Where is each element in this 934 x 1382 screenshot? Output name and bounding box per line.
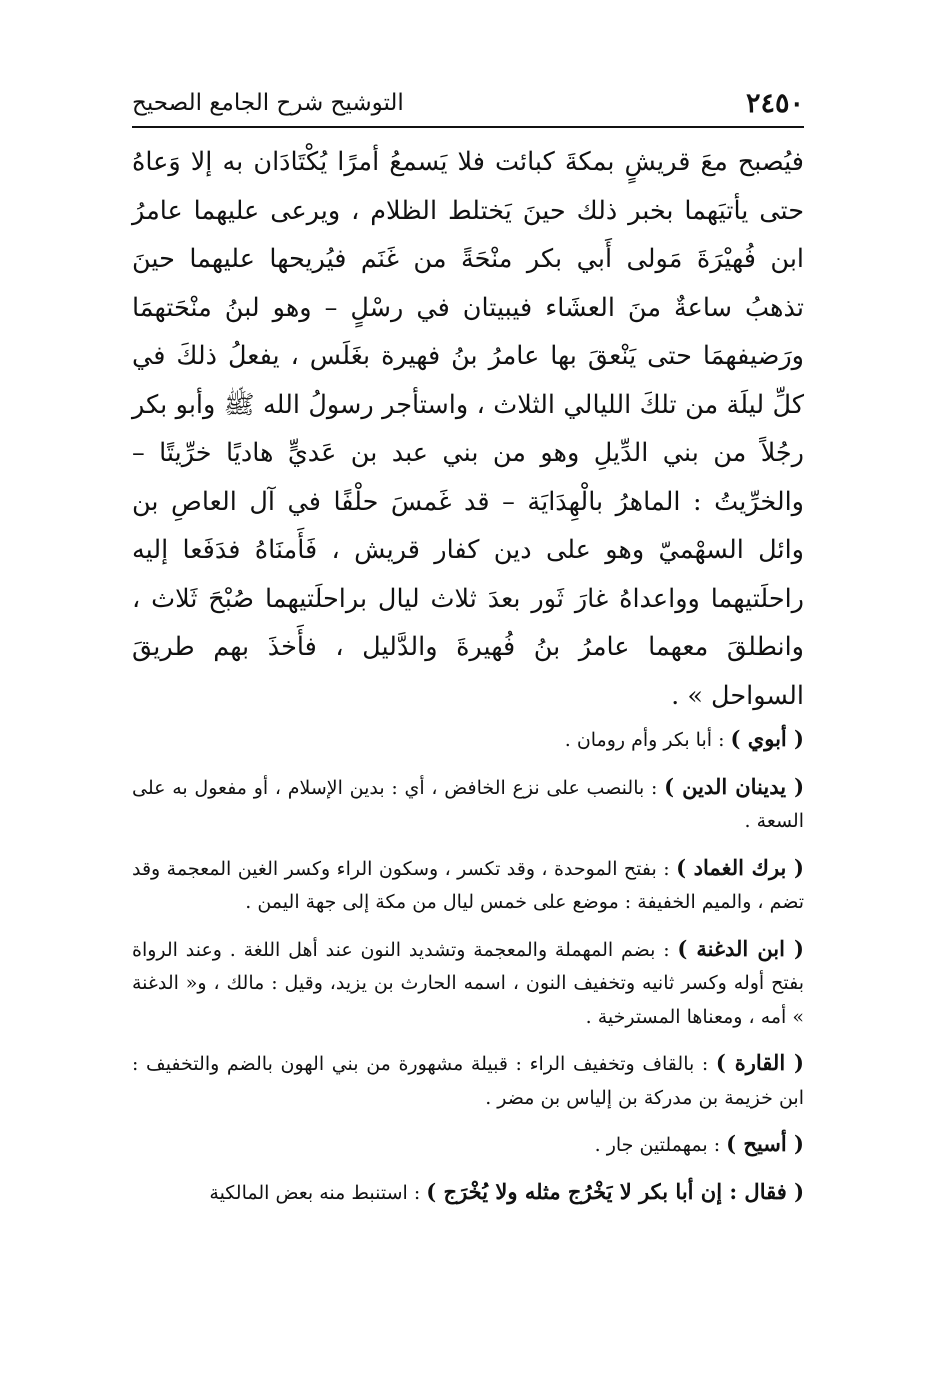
commentary-note xyxy=(132,851,804,920)
note-text: : بالنصب على نزع الخافض ، أي : بدين الإسلام ، أو مفعول به على السعة . xyxy=(132,776,804,832)
note-text: : بالقاف وتخفيف الراء : قبيلة مشهورة من بني الهون بالضم والتخفيف : ابن خزيمة بن مدركة بن إلياس بن مضر . xyxy=(132,1053,804,1109)
note-term: ( ابن الدغنة ) xyxy=(677,935,804,961)
note-text: : أبا بكر وأم رومان . xyxy=(564,729,731,751)
commentary-note xyxy=(132,932,804,1035)
commentary-note xyxy=(132,722,804,758)
note-text: : استنبط منه بعض المالكية xyxy=(209,1181,427,1204)
note-term: ( فقال : إن أبا بكر لا يَخْرُج مثله ولا يُخْرَج ) xyxy=(426,1178,804,1204)
page-header xyxy=(132,84,804,128)
commentary-note xyxy=(132,1046,804,1115)
note-term: ( أبوي ) xyxy=(730,726,804,751)
commentary-note xyxy=(132,770,804,839)
commentary-note xyxy=(132,1127,804,1163)
page-number: ٢٤٥٠ xyxy=(745,88,804,119)
running-title: التوشيح شرح الجامع الصحيح xyxy=(132,90,404,116)
note-term: ( يدينان الدين ) xyxy=(664,773,805,799)
note-term: ( القارة ) xyxy=(715,1050,804,1075)
note-text: : بمهملتين جار . xyxy=(594,1134,727,1156)
note-text: : بضم المهملة والمعجمة وتشديد النون عند أهل اللغة . وعند الرواة بفتح أوله وكسر ثانيه وتخفيف النون ، اسمه الحارث بن يزيد، وقيل : مالك ، و« الدغنة » أمه ، ومعناها المسترخية . xyxy=(132,938,804,1028)
page-body xyxy=(132,138,804,1210)
commentary-note xyxy=(132,1175,804,1211)
note-term: ( أسيح ) xyxy=(726,1131,804,1156)
hadith-quote-text: فيُصبح معَ قريشٍ بمكةَ كبائت فلا يَسمعُ أمرًا يُكْتَادَان به إلا وَعاهُ حتى يأتيَهما بخبر ذلك حينَ يَختلط الظلام ، ويرعى عليهما عامرُ ابن فُهيْرَةَ مَولى أَبي بكر منْحَةً من غَنَم فيُريحها عليهما حينَ تذهبُ ساعةٌ منَ العشَاء فيبيتان في رسْلٍ – وهو لبنُ منْحَتهمَا ورَضيفهمَا حتى يَنْعقَ بها عامرُ بنُ فهيرة بغَلَس ، يفعلُ ذلكَ في كلِّ ليلَة من تلكَ الليالي الثلاث ، واستأجر رسولُ الله ﷺ وأبو بكر رجُلاً من بني الدِّيلِ وهو من بني عبد بن عَديٍّ هاديًا خرِّيتًا – والخرِّيتُ : الماهرُ بالْهِدَايَة – قد غَمسَ حلْفًا في آل العاصِ بن وائل السهْميّ وهو على دين كفار قريش ، فَأَمنَاهُ فدَفَعا إليه راحلَتيهما وواعداهُ غارَ ثَور بعدَ ثلاث ليال براحلَتيهما صُبْحَ ثَلاث ، وانطلقَ معهما عامرُ بنُ فُهيرةَ والدَّليل ، فأَخذَ بهم طريقَ السواحل » . xyxy=(132,147,804,711)
note-term: ( برك الغماد ) xyxy=(676,854,804,880)
note-text: : بفتح الموحدة ، وقد تكسر ، وسكون الراء وكسر الغين المعجمة وقد تضم ، والميم الخفيفة : موضع على خمس ليال من مكة إلى جهة اليمن . xyxy=(132,857,804,913)
